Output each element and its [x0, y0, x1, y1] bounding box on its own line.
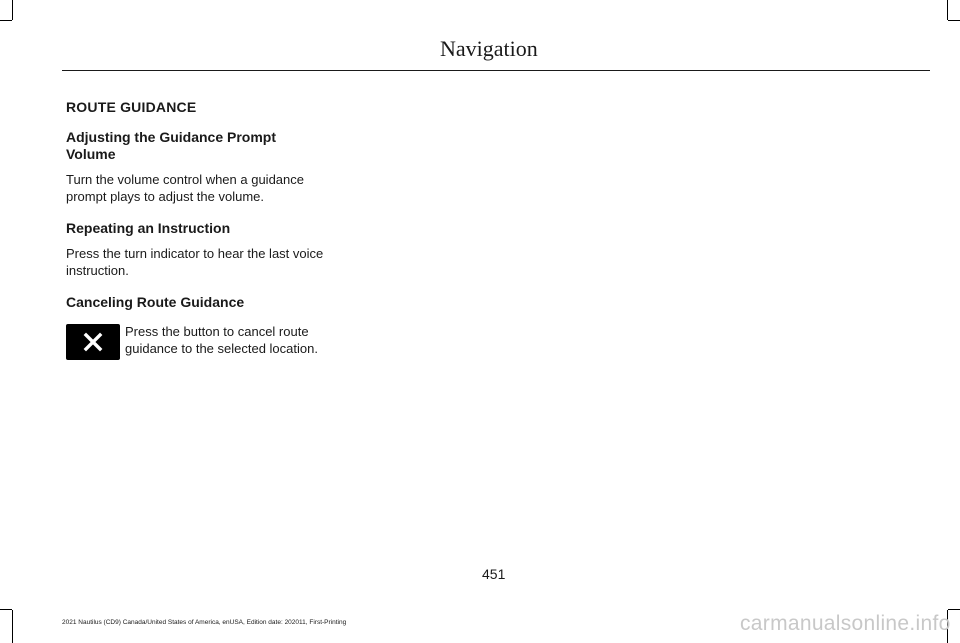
subsection-heading-line: Adjusting the Guidance Prompt: [66, 129, 277, 145]
section-title: ROUTE GUIDANCE: [66, 99, 197, 115]
cancel-guidance-row: [66, 323, 346, 360]
close-icon-glyph: [83, 332, 103, 352]
subsection-heading-line: Volume: [66, 146, 116, 162]
header-rule: [62, 70, 930, 71]
footer-edition-info: 2021 Nautilus (CD9) Canada/United States of America, enUSA, Edition date: 202011, First-Printing: [62, 619, 347, 626]
crop-mark-bottom-left-horizontal: [0, 609, 12, 610]
page-number: 451: [482, 566, 506, 582]
subsection-body-guidance-volume: Turn the volume control when a guidance prompt plays to adjust the volume.: [66, 172, 304, 204]
subsection-heading-repeat-instruction: Repeating an Instruction: [66, 220, 231, 236]
crop-mark-top-right-vertical: [947, 0, 948, 20]
subsection-heading-guidance-volume: [66, 129, 346, 163]
crop-mark-top-left-horizontal: [0, 20, 12, 21]
page-header-title: Navigation: [440, 36, 538, 61]
content-column: [66, 98, 346, 360]
subsection-body-cancel-guidance: Press the button to cancel route guidance to the selected location.: [125, 324, 318, 356]
subsection-body-repeat-instruction: Press the turn indicator to hear the last voice instruction.: [66, 246, 324, 278]
close-icon: [66, 324, 120, 360]
crop-mark-top-left-vertical: [12, 0, 13, 20]
watermark: carmanualsonline.info: [740, 612, 951, 635]
crop-mark-bottom-left-vertical: [12, 610, 13, 643]
subsection-heading-cancel-guidance: Canceling Route Guidance: [66, 294, 245, 310]
crop-mark-bottom-right-horizontal: [948, 609, 960, 610]
crop-mark-top-right-horizontal: [948, 20, 960, 21]
